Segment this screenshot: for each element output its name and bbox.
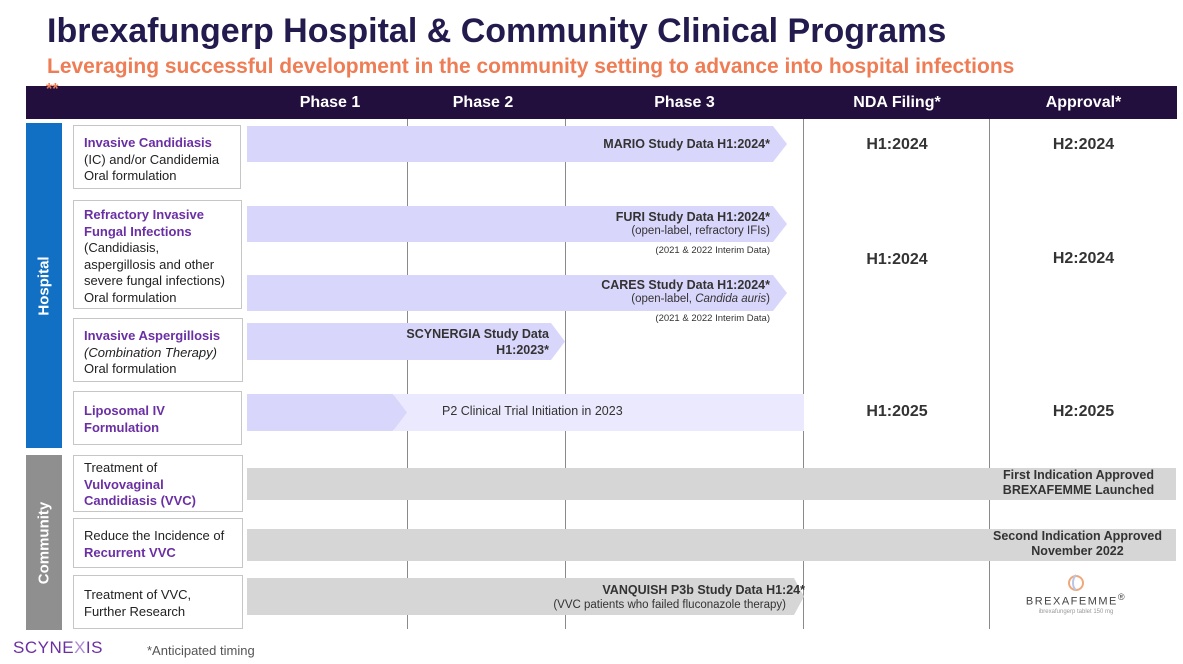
cares-sub-organism: Candida auris: [695, 293, 767, 305]
row-title: Candidiasis (VVC): [84, 493, 196, 508]
rvvc-approval-text: [985, 529, 1170, 559]
page-title: Ibrexafungerp Hospital & Community Clinical Programs: [47, 12, 947, 50]
approval-line: Second Indication Approved: [993, 529, 1162, 543]
furi-study-label: FURI Study Data H1:2024*: [615, 210, 770, 224]
vvc-approval-text: [990, 468, 1167, 498]
row-label-liposomal-iv: [73, 391, 242, 445]
row-title: Invasive Candidiasis: [84, 135, 212, 150]
row-label-further-research: [73, 575, 243, 629]
brexafemme-wordmark: BREXAFEMME: [1025, 595, 1118, 608]
row-title: Refractory Invasive: [84, 207, 204, 222]
header-stars: **: [46, 81, 59, 98]
header-phase-3: Phase 3: [654, 94, 715, 111]
logo-text: IS: [85, 638, 103, 657]
brexafemme-name: [1010, 592, 1142, 608]
row-pre: Treatment of: [84, 460, 158, 475]
row-line: Further Research: [84, 603, 186, 619]
row-title: Vulvovaginal: [84, 476, 164, 492]
header-approval: Approval*: [1045, 94, 1122, 111]
hospital-band-label: Hospital: [35, 255, 53, 316]
scynergia-study-date: H1:2023*: [496, 343, 549, 357]
refractory-nda-date: H1:2024: [866, 251, 928, 268]
approval-line: November 2022: [1031, 544, 1124, 558]
brexafemme-reg: ®: [1117, 592, 1127, 602]
row-pre: Reduce the Incidence of: [84, 528, 225, 543]
row-formulation: Oral formulation: [84, 361, 177, 376]
hospital-band: [26, 123, 62, 448]
row-desc: (Combination Therapy): [84, 344, 217, 360]
row-title: Fungal Infections: [84, 223, 192, 239]
vanquish-study-sub: (VVC patients who failed fluconazole therapy): [553, 599, 786, 611]
logo-mark: X: [74, 638, 86, 657]
row-desc: aspergillosis and other: [84, 256, 215, 272]
row-title: Formulation: [84, 419, 160, 435]
ic-nda-date: H1:2024: [866, 136, 928, 153]
furi-study-sub: (open-label, refractory IFIs): [631, 225, 770, 237]
row-label-vvc: [73, 455, 243, 512]
brexafemme-mark-icon: [1066, 572, 1086, 592]
mario-study-label: MARIO Study Data H1:2024*: [603, 137, 770, 151]
row-desc: (IC) and/or Candidemia: [84, 151, 220, 167]
row-title: Invasive Aspergillosis: [84, 328, 221, 343]
cares-study-sub: [247, 293, 770, 305]
cares-sub-pre: (open-label,: [631, 293, 696, 305]
footnote: *Anticipated timing: [147, 643, 255, 658]
vanquish-study-label: VANQUISH P3b Study Data H1:24*: [602, 583, 805, 597]
brexafemme-logo: [1010, 572, 1142, 616]
brexafemme-subline: ibrexafungerp tablet 150 mg: [1038, 608, 1114, 615]
row-formulation: Oral formulation: [84, 289, 177, 305]
row-label-recurrent-vvc: [73, 518, 243, 568]
row-desc: severe fungal infections): [84, 273, 225, 288]
scynexis-logo: [13, 638, 103, 658]
scynergia-study-label: SCYNERGIA Study Data: [406, 327, 549, 341]
cares-sub-post: ): [766, 293, 770, 305]
approval-line: BREXAFEMME Launched: [1002, 483, 1155, 497]
furi-study-note: (2021 & 2022 Interim Data): [655, 245, 770, 256]
liposomal-nda-date: H1:2025: [866, 403, 928, 420]
community-band: [26, 455, 62, 630]
row-label-invasive-candidiasis: [73, 125, 241, 189]
header-phase-1: Phase 1: [299, 94, 361, 111]
community-band-label: Community: [35, 501, 53, 584]
liposomal-approval-date: H2:2025: [1052, 403, 1115, 420]
row-formulation: Oral formulation: [84, 168, 177, 183]
ic-approval-date: H2:2024: [1052, 136, 1115, 153]
header-phase-2: Phase 2: [452, 94, 514, 111]
page-subtitle: Leveraging successful development in the community setting to advance into hospital infections: [47, 55, 1015, 78]
row-desc: (Candidiasis,: [84, 240, 160, 255]
row-line: Treatment of VVC,: [84, 587, 192, 602]
liposomal-phase1-bar: [247, 394, 407, 431]
row-title: Liposomal IV: [84, 403, 165, 418]
row-label-invasive-aspergillosis: [73, 318, 243, 382]
row-label-refractory-ifi: [73, 200, 242, 309]
approval-line: First Indication Approved: [1003, 468, 1154, 482]
cares-study-label: CARES Study Data H1:2024*: [601, 278, 770, 292]
logo-text: SCYNE: [13, 638, 75, 657]
row-title: Recurrent VVC: [84, 544, 176, 560]
liposomal-plan-label: P2 Clinical Trial Initiation in 2023: [442, 404, 623, 418]
header-nda-filing: NDA Filing*: [853, 94, 941, 111]
cares-study-note: (2021 & 2022 Interim Data): [655, 313, 770, 324]
refractory-approval-date: H2:2024: [1052, 250, 1115, 267]
